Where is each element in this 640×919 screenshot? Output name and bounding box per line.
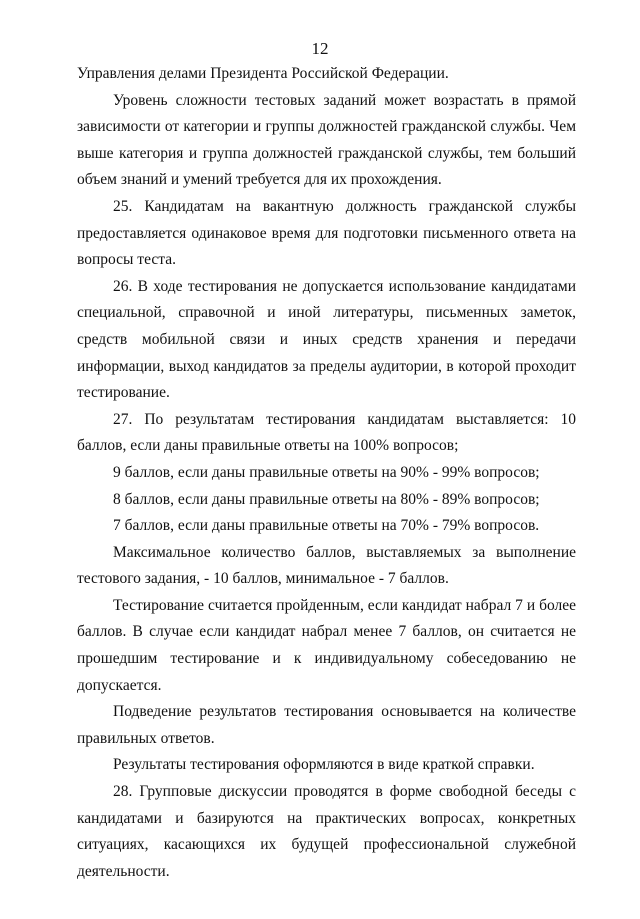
paragraph-results-report: Результаты тестирования оформляются в виде краткой справки. bbox=[113, 756, 535, 774]
page-number: 12 bbox=[311, 39, 329, 58]
paragraph-score-9: 9 баллов, если даны правильные ответы на 90% - 99% вопросов; bbox=[113, 463, 540, 481]
paragraph-item-28: 28. Групповые дискуссии проводятся в форме свободной беседы с кандидатами и базируются на практических вопросах, конкретных ситуациях, касающихся их будущей профессиональной служебной деятельности. bbox=[77, 783, 576, 880]
paragraph-score-7: 7 баллов, если даны правильные ответы на 70% - 79% вопросов. bbox=[113, 517, 540, 535]
paragraph-item-27: 27. По результатам тестирования кандидатам выставляется: 10 баллов, если даны правильные ответы на 100% вопросов; bbox=[77, 410, 576, 455]
paragraph-pass-condition: Тестирование считается пройденным, если кандидат набрал 7 и более баллов. В случае если кандидат набрал менее 7 баллов, он считается не прошедшим тестирование и к индивидуальному собеседованию не допускается. bbox=[77, 596, 576, 694]
paragraph-item-25: 25. Кандидатам на вакантную должность гражданской службы предоставляется одинаковое время для подготовки письменного ответа на вопросы теста. bbox=[77, 197, 576, 269]
paragraph-results-basis: Подведение результатов тестирования основывается на количестве правильных ответов. bbox=[77, 703, 576, 747]
paragraph-score-8: 8 баллов, если даны правильные ответы на 80% - 89% вопросов; bbox=[113, 490, 540, 508]
paragraph-difficulty: Уровень сложности тестовых заданий может возрастать в прямой зависимости от категории и группы должностей гражданской службы. Чем выше категория и группа должностей гражданской службы, тем больший объем знаний и умений требуется для их прохождения. bbox=[77, 91, 576, 189]
paragraph-continuation: Управления делами Президента Российской Федерации. bbox=[77, 65, 449, 82]
paragraph-item-26: 26. В ходе тестирования не допускается использование кандидатами специальной, справочной и иной литературы, письменных заметок, средств мобильной связи и иных средств хранения и передачи информации, выход кандидатов за пределы аудитории, в которой проходит тестирование. bbox=[77, 277, 576, 402]
paragraph-score-range: Максимальное количество баллов, выставляемых за выполнение тестового задания, - 10 баллов, минимальное - 7 баллов. bbox=[77, 543, 576, 588]
document-body bbox=[77, 61, 576, 885]
